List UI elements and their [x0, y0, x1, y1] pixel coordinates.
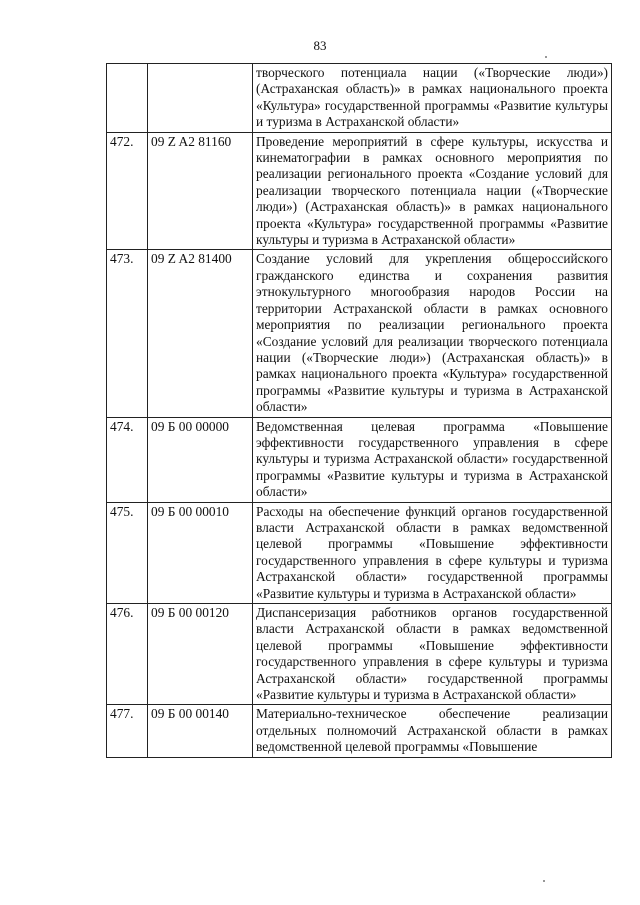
row-description: Расходы на обеспечение функций органов государственной власти Астраханской области в рамках ведомственной целевой программы «Повышение эффективности государственного управления в сфере культуры и туризма Астраханской области» государственной программы «Развитие культуры и туризма в Астраханской области» [253, 502, 612, 603]
row-description: творческого потенциала нации («Творческие люди») (Астраханская область)» в рамках национального проекта «Культура» государственной программы «Развитие культуры и туризма в Астраханской области» [253, 64, 612, 133]
row-number: 477. [107, 705, 148, 757]
budget-code: 09 Б 00 00140 [148, 705, 253, 757]
budget-code: 09 Z A2 81160 [148, 132, 253, 250]
row-description: Материально-техническое обеспечение реализации отдельных полномочий Астраханской области в рамках ведомственной целевой программы «Повышение [253, 705, 612, 757]
budget-classification-table [106, 63, 612, 758]
scan-speck [543, 880, 545, 882]
table-row [107, 705, 612, 757]
table-row [107, 417, 612, 502]
row-number: 472. [107, 132, 148, 250]
row-description: Создание условий для укрепления общероссийского гражданского единства и сохранения развития этнокультурного многообразия народов России на территории Астраханской области в рамках основного мероприятия по реализации регионального проекта «Создание условий для реализации творческого потенциала нации («Творческие люди») (Астраханская область)» в рамках национального проекта «Культура» государственной программы «Развитие культуры и туризма в Астраханской области» [253, 250, 612, 417]
row-number [107, 64, 148, 133]
row-number: 476. [107, 604, 148, 705]
budget-code: 09 Б 00 00000 [148, 417, 253, 502]
table-row [107, 132, 612, 250]
row-number: 473. [107, 250, 148, 417]
row-description: Проведение мероприятий в сфере культуры, искусства и кинематографии в рамках основного мероприятия по реализации регионального проекта «Создание условий для реализации творческого потенциала нации («Творческие люди») (Астраханская область)» в рамках национального проекта «Культура» государственной программы «Развитие культуры и туризма в Астраханской области» [253, 132, 612, 250]
table-row [107, 502, 612, 603]
row-description: Ведомственная целевая программа «Повышение эффективности государственного управления в сфере культуры и туризма Астраханской области» государственной программы «Развитие культуры и туризма в Астраханской области» [253, 417, 612, 502]
row-number: 474. [107, 417, 148, 502]
budget-code: 09 Б 00 00120 [148, 604, 253, 705]
row-number: 475. [107, 502, 148, 603]
row-description: Диспансеризация работников органов государственной власти Астраханской области в рамках ведомственной целевой программы «Повышение эффективности государственного управления в сфере культуры и туризма Астраханской области» государственной программы «Развитие культуры и туризма в Астраханской области» [253, 604, 612, 705]
table-row [107, 604, 612, 705]
table-row [107, 250, 612, 417]
scan-speck [545, 56, 547, 58]
budget-code [148, 64, 253, 133]
table-row [107, 64, 612, 133]
page-number: 83 [313, 38, 327, 53]
budget-code: 09 Б 00 00010 [148, 502, 253, 603]
budget-code: 09 Z A2 81400 [148, 250, 253, 417]
